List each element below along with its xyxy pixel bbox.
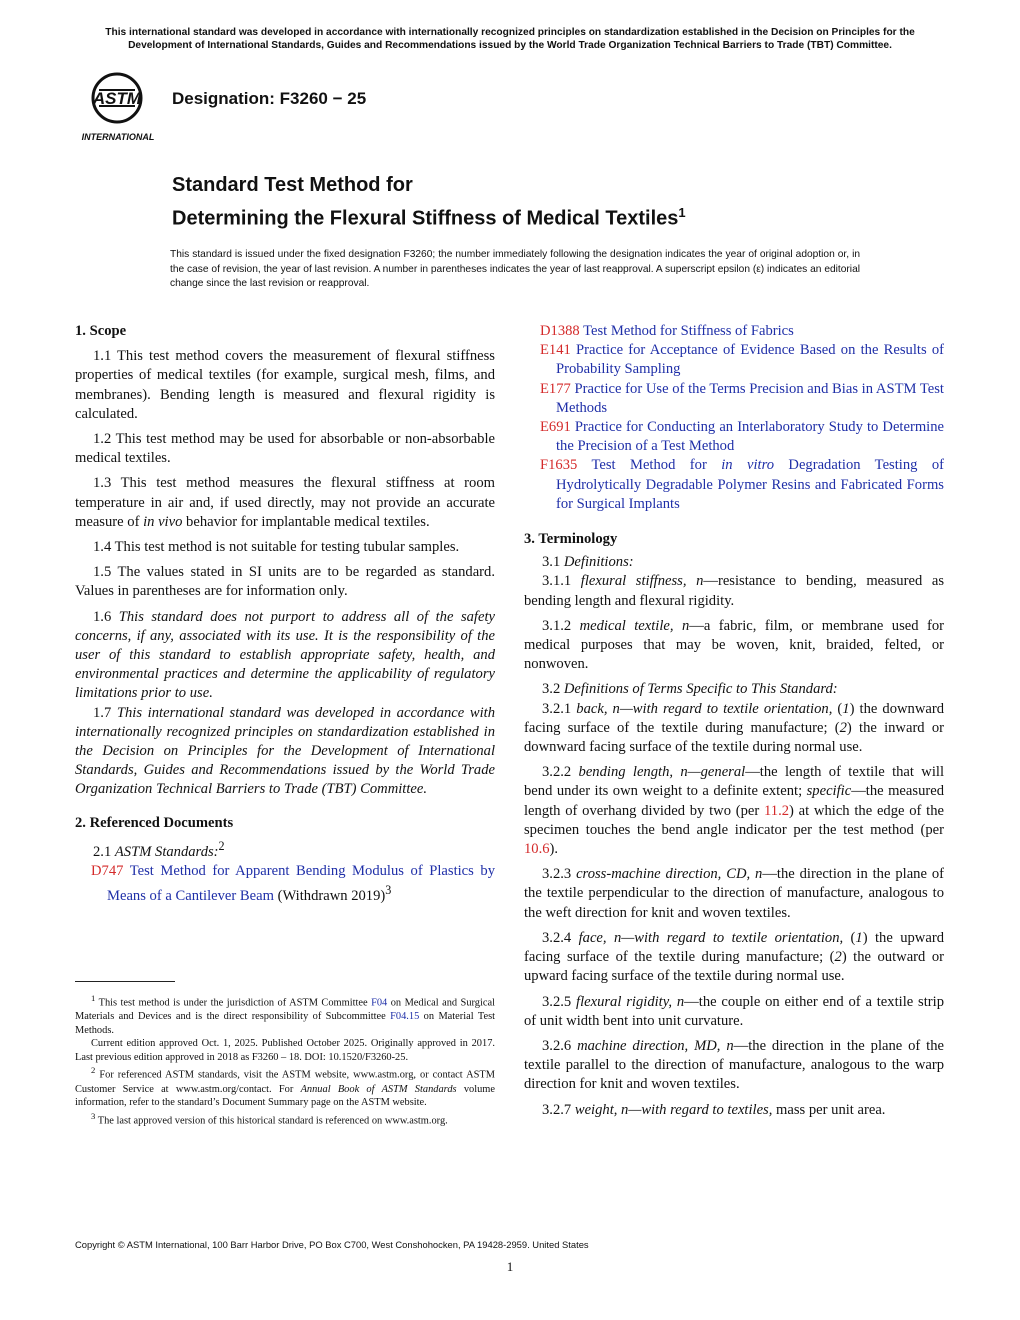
para-3-2-4: 3.2.4 face, n—with regard to textile orientation, (1) the upward facing surface of the textile during manufacture; (2) the outward or upward facing surface of the textile during normal use.	[524, 929, 944, 985]
scope-heading: 1. Scope	[75, 323, 127, 339]
ref-e141[interactable]: E141 Practice for Acceptance of Evidence Based on the Results of Probability Sampling	[540, 342, 944, 378]
wto-notice: This international standard was developed in accordance with internationally recognized principles on standardization established in the Decision on Principles for the Development of International Standards, Guides and Recommendations issued by the World Trade Organization Technical Barriers to Trade (TBT) Committee.	[105, 27, 915, 51]
title-line-2	[172, 199, 686, 233]
link-10-6[interactable]: 10.6	[524, 841, 550, 858]
para-3-2-7: 3.2.7 weight, n—with regard to textiles, mass per unit area.	[542, 1101, 886, 1118]
para-1-2: 1.2 This test method may be used for absorbable or non-absorbable medical textiles.	[75, 431, 495, 467]
refdocs-heading: 2. Referenced Documents	[75, 814, 234, 831]
ref-code: D747	[91, 862, 124, 879]
copyright: Copyright © ASTM International, 100 Barr Harbor Drive, PO Box C700, West Conshohocken, PA 19428-2959. United States	[75, 1239, 589, 1250]
left-column	[75, 322, 495, 906]
designation: Designation: F3260 − 25	[172, 89, 367, 108]
para-3-2-5: 3.2.5 flexural rigidity, n—the couple on either end of a textile strip of unit width bent into unit curvature.	[524, 993, 944, 1029]
astm-logo	[76, 70, 162, 144]
footnotes	[75, 992, 495, 1128]
terminology-heading: 3. Terminology	[524, 531, 618, 548]
footnote-1: $^1$ This test method is under the jurisdiction of ASTM Committee F04 on Medical and Surgical Materials and Devices and is the direct responsibility of Subcommittee F04.15 on Material Test Methods.	[75, 993, 496, 1036]
link-11-2[interactable]: 11.2	[764, 802, 790, 819]
footnote-2: $^2$ For referenced ASTM standards, visit the ASTM website, www.astm.org, or contact ASTM Customer Service at www.astm.org/contact. For Annual Book of ASTM Standards volume information, refer to the standard’s Document Summary page on the ASTM website.	[75, 1065, 495, 1109]
ref-e691[interactable]: E691 Practice for Conducting an Interlaboratory Study to Determine the Precision of a Test Method	[540, 419, 945, 455]
para-3-2: 3.2 Definitions of Terms Specific to This Standard:	[542, 681, 838, 698]
footnote-1-edition: Current edition approved Oct. 1, 2025. Published October 2025. Originally approved in 2017. Last previous edition approved in 2018 as F3260 – 18. DOI: 10.1520/F3260-25.	[75, 1038, 495, 1063]
para-1-1: 1.1 This test method covers the measurement of flexural stiffness properties of medical textiles (for example, surgical mesh, films, and membranes). Bending length is measured and flexural rigidity is calculated.	[75, 348, 495, 422]
footnote-rule	[75, 981, 175, 982]
footnote-3: $^3$ The last approved version of this historical standard is referenced on www.astm.org.	[91, 1110, 448, 1127]
ref-f1635[interactable]: F1635 Test Method for in vitro Degradation Testing of Hydrolytically Degradable Polymer Resins and Fabricated Forms for Surgical Implants	[540, 457, 944, 512]
astm-logo-sub: INTERNATIONAL	[81, 132, 155, 142]
ref-title: Test Method for Apparent Bending Modulus of Plastics by Means of a Cantilever Beam	[107, 862, 495, 904]
para-1-7: 1.7 This international standard was developed in accordance with internationally recognized principles on standardization established in the Decision on Principles for the Development of International Standards, Guides and Recommendations issued by the World Trade Organization Technical Barriers to Trade (TBT) Committee.	[75, 704, 496, 798]
document-title	[172, 172, 686, 233]
title-main: Determining the Flexural Stiffness of Medical Textiles	[172, 207, 679, 230]
ref-d1388[interactable]: D1388 Test Method for Stiffness of Fabrics	[540, 323, 794, 339]
para-3-1-1: 3.1.1 flexural stiffness, n—resistance to bending, measured as bending length and flexural rigidity.	[524, 573, 944, 609]
ref-d747[interactable]: D747 Test Method for Apparent Bending Modulus of Plastics by Means of a Cantilever Beam (Withdrawn 2019)$^3$	[91, 862, 495, 904]
page-number: 1	[506, 1259, 514, 1274]
link-f04-15[interactable]: F04.15	[390, 1011, 420, 1023]
ref-e177[interactable]: E177 Practice for Use of the Terms Precision and Bias in ASTM Test Methods	[540, 380, 944, 416]
para-1-4: 1.4 This test method is not suitable for testing tubular samples.	[93, 539, 460, 556]
link-f04[interactable]: F04	[371, 997, 388, 1009]
para-2-1: 2.1 ASTM Standards:$^2$	[93, 838, 225, 860]
para-3-2-2: 3.2.2 bending length, n—general—the length of textile that will bend under its own weight to a definite extent; specific—the measured length of overhang divided by two (per 11.2) at which the edge of the specimen touches the bend angle indicator per the test method (per 10.6).	[524, 764, 944, 858]
para-1-6: 1.6 This standard does not purport to address all of the safety concerns, if any, associated with its use. It is the responsibility of the user of this standard to establish appropriate safety, health, and environmental practices and determine the applicability of regulatory limitations prior to use.	[75, 608, 495, 702]
para-3-2-3: 3.2.3 cross-machine direction, CD, n—the direction in the plane of the textile perpendicular to the direction of manufacture, analogous to the weft direction for knit and woven textiles.	[524, 866, 944, 921]
astm-logo-letters: ASTM	[92, 89, 142, 108]
para-3-2-1: 3.2.1 back, n—with regard to textile orientation, (1) the downward facing surface of the textile during manufacture; (2) the inward or downward facing surface of the textile during normal use.	[524, 700, 945, 756]
title-footnote-ref[interactable]: 1	[678, 205, 686, 220]
para-3-2-6: 3.2.6 machine direction, MD, n—the direction in the plane of the textile parallel to the direction of manufacture, analogous to the warp direction for knit and woven textiles.	[524, 1037, 945, 1093]
right-column	[524, 322, 944, 1120]
para-1-3: 1.3 This test method measures the flexural stiffness at room temperature in air and, if used directly, may not provide an accurate measure of in vivo behavior for implantable medical textiles.	[75, 475, 495, 530]
para-1-5: 1.5 The values stated in SI units are to be regarded as standard. Values in parentheses are for information only.	[75, 564, 495, 600]
para-3-1: 3.1 Definitions:	[542, 554, 634, 571]
title-line-1: Standard Test Method for	[172, 174, 413, 196]
para-3-1-2: 3.1.2 medical textile, n—a fabric, film, or membrane used for medical purposes that may be woven, knit, braided, felted, or nonwoven.	[524, 617, 944, 673]
issued-note: This standard is issued under the fixed designation F3260; the number immediately following the designation indicates the year of original adoption or, in the case of revision, the year of last revision. A number in parentheses indicates the year of last reapproval. A superscript epsilon (ε) indicates an editorial change since the last revision or reapproval.	[170, 249, 860, 289]
